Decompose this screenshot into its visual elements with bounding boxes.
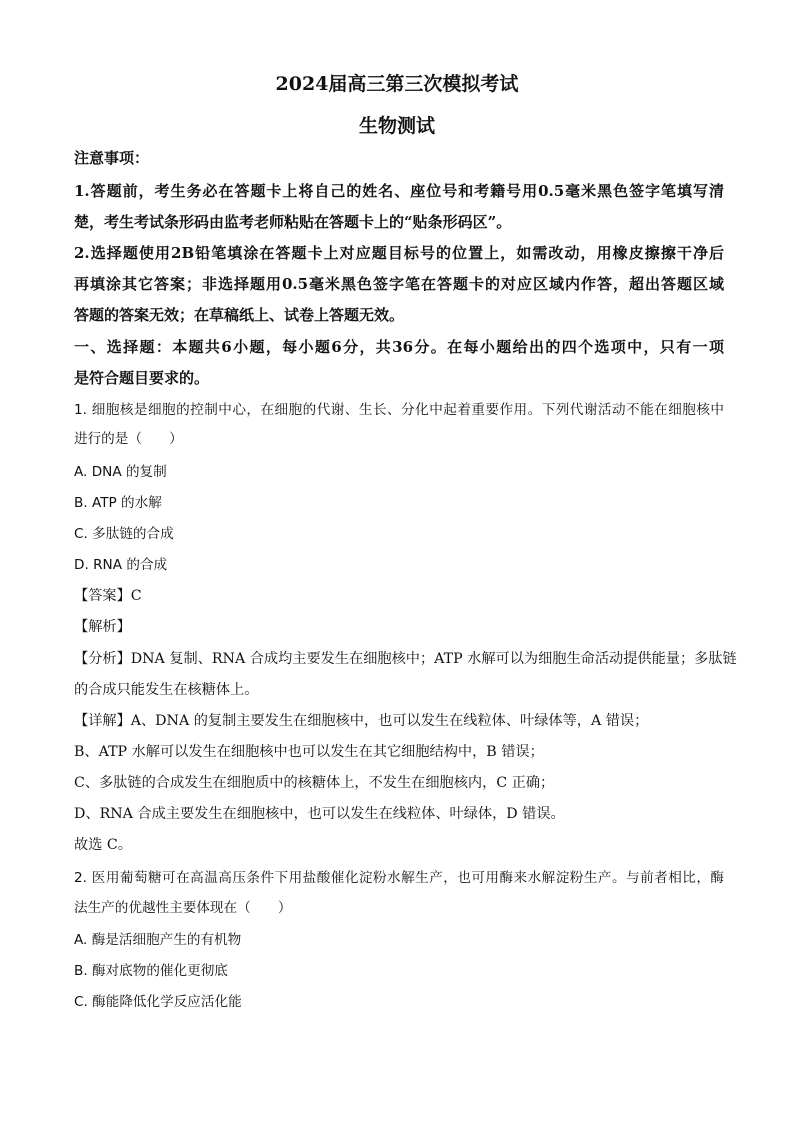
notice-heading: 注意事项： [74, 149, 150, 167]
question-1-option-a: A. DNA 的复制 [74, 464, 167, 480]
question-2-option-a: A. 酶是活细胞产生的有机物 [74, 932, 242, 948]
question-1-conclusion: 故选 C。 [74, 837, 132, 853]
question-1-option-d: D. RNA 的合成 [74, 557, 168, 573]
question-2-option-b: B. 酶对底物的催化更彻底 [74, 963, 228, 979]
question-1-answer: 【答案】C [74, 588, 142, 604]
question-1-analysis-heading: 【解析】 [74, 619, 131, 635]
notice-item-2-line-1: 2.选择题使用2B铅笔填涂在答题卡上对应题目标号的位置上，如需改动，用橡皮擦擦干净后 [74, 244, 724, 262]
exam-title: 2024届高三第三次模拟考试 [275, 73, 519, 95]
question-1-option-b: B. ATP 的水解 [74, 495, 162, 511]
question-1-option-c: C. 多肽链的合成 [74, 526, 174, 542]
section-heading-line-2: 是符合题目要求的。 [74, 369, 210, 387]
question-1-stem-line-2: 进行的是（ ） [74, 431, 183, 447]
notice-item-2-line-3: 答题的答案无效；在草稿纸上、试卷上答题无效。 [74, 306, 405, 324]
notice-item-1-line-1: 1.答题前，考生务必在答题卡上将自己的姓名、座位号和考籍号用0.5毫米黑色签字笔填写清 [74, 182, 724, 200]
question-2-option-c: C. 酶能降低化学反应活化能 [74, 994, 242, 1010]
question-1-fenxi-line-2: 的合成只能发生在核糖体上。 [74, 682, 259, 698]
question-2-stem-line-2: 法生产的优越性主要体现在（ ） [74, 900, 292, 916]
notice-item-1-line-2: 楚，考生考试条形码由监考老师粘贴在答题卡上的“贴条形码区”。 [74, 213, 512, 231]
question-1-explain-b: B、ATP 水解可以发生在细胞核中也可以发生在其它细胞结构中，B 错误； [74, 744, 544, 760]
exam-subtitle: 生物测试 [358, 115, 435, 137]
question-1-fenxi-line-1: 【分析】DNA 复制、RNA 合成均主要发生在细胞核中；ATP 水解可以为细胞生命活动提供能量；多肽链 [74, 651, 737, 667]
question-2-stem-line-1: 2. 医用葡萄糖可在高温高压条件下用盐酸催化淀粉水解生产，也可用酶来水解淀粉生产。与前者相比，酶 [74, 870, 724, 886]
section-heading-line-1: 一、选择题：本题共6小题，每小题6分，共36分。在每小题给出的四个选项中，只有一项 [74, 338, 724, 356]
question-1-explain-c: C、多肽链的合成发生在细胞质中的核糖体上，不发生在细胞核内，C 正确； [74, 775, 555, 791]
question-1-stem-line-1: 1. 细胞核是细胞的控制中心，在细胞的代谢、生长、分化中起着重要作用。下列代谢活动不能在细胞核中 [74, 402, 724, 418]
question-1-explain-d: D、RNA 合成主要发生在细胞核中，也可以发生在线粒体、叶绿体，D 错误。 [74, 806, 565, 822]
question-1-explain-a: 【详解】A、DNA 的复制主要发生在细胞核中，也可以发生在线粒体、叶绿体等，A 错误； [74, 713, 649, 729]
notice-item-2-line-2: 再填涂其它答案；非选择题用0.5毫米黑色签字笔在答题卡的对应区域内作答，超出答题区域 [74, 275, 724, 293]
